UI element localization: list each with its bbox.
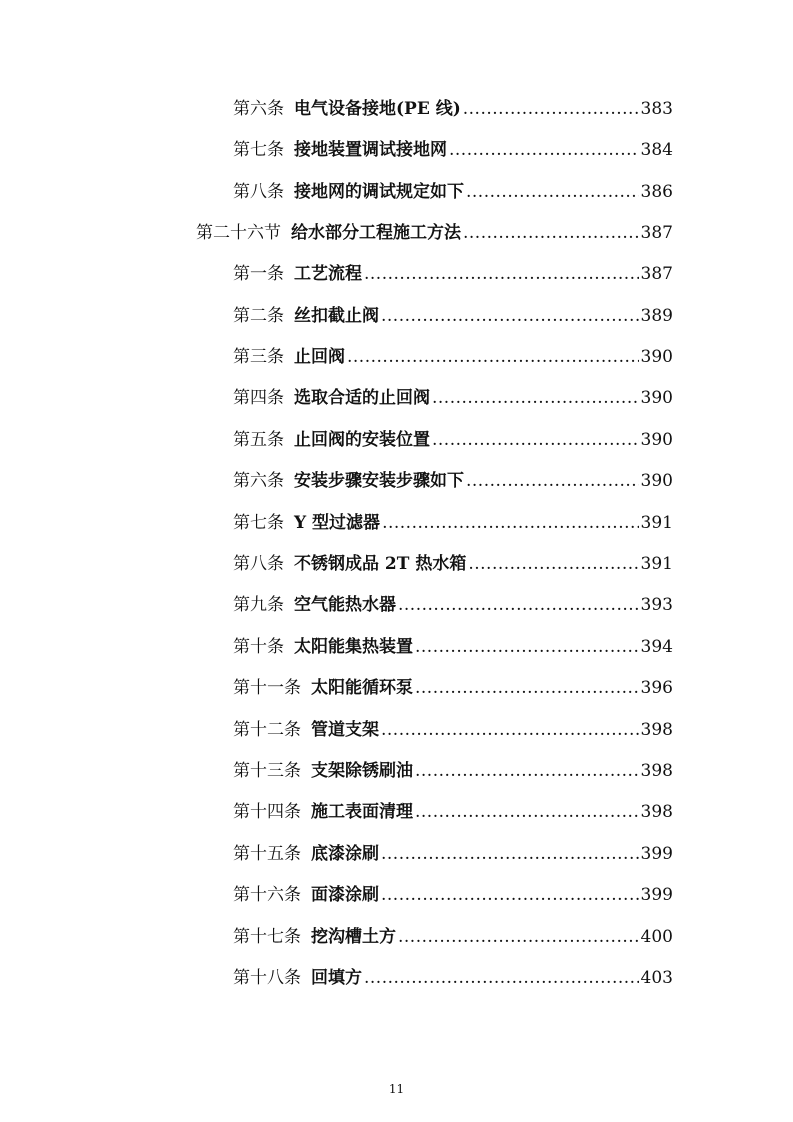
- toc-entry-title: 太阳能循环泵: [311, 678, 413, 698]
- toc-entry-title: 面漆涂刷: [311, 885, 379, 905]
- toc-section-entry[interactable]: [196, 221, 673, 245]
- toc-entry[interactable]: [233, 345, 673, 369]
- toc-entry[interactable]: [233, 593, 673, 617]
- toc-entry-number: 第二十六节: [196, 223, 281, 243]
- toc-entry-number: 第五条: [233, 430, 284, 450]
- toc-entry-page: 383: [640, 99, 673, 119]
- toc-entry-title: 工艺流程: [294, 264, 362, 284]
- toc-entry-page: 384: [640, 140, 673, 160]
- toc-entry-title: 电气设备接地(PE 线): [294, 99, 461, 119]
- dot-leader: [415, 635, 639, 659]
- toc-entry-number: 第十条: [233, 637, 284, 657]
- toc-entry[interactable]: [233, 718, 673, 742]
- toc-entry-page: 387: [640, 223, 673, 243]
- toc-entry[interactable]: [233, 966, 673, 990]
- toc-entry-title: 安装步骤安装步骤如下: [294, 471, 464, 491]
- dot-leader: [381, 718, 639, 742]
- dot-leader: [432, 386, 639, 410]
- dot-leader: [463, 221, 639, 245]
- dot-leader: [432, 428, 639, 452]
- toc-entry[interactable]: [233, 842, 673, 866]
- toc-entry-number: 第十八条: [233, 968, 301, 988]
- dot-leader: [398, 593, 639, 617]
- toc-entry[interactable]: [233, 97, 673, 121]
- toc-entry-title: 丝扣截止阀: [294, 306, 379, 326]
- toc-entry-number: 第六条: [233, 471, 284, 491]
- toc-entry-number: 第十四条: [233, 802, 301, 822]
- toc-entry[interactable]: [233, 883, 673, 907]
- dot-leader: [415, 676, 639, 700]
- toc-entry-title: 不锈钢成品 2T 热水箱: [294, 554, 467, 574]
- toc-entry[interactable]: [233, 304, 673, 328]
- dot-leader: [466, 180, 639, 204]
- toc-entry-page: 390: [640, 430, 673, 450]
- dot-leader: [463, 97, 639, 121]
- toc-entry-number: 第八条: [233, 182, 284, 202]
- toc-entry-title: 止回阀的安装位置: [294, 430, 430, 450]
- toc-entry-page: 394: [640, 637, 673, 657]
- toc-entry[interactable]: [233, 759, 673, 783]
- toc-entry-page: 398: [640, 720, 673, 740]
- toc-entry-title: 挖沟槽土方: [311, 927, 396, 947]
- dot-leader: [364, 966, 639, 990]
- toc-entry-page: 399: [640, 885, 673, 905]
- toc-entry-page: 396: [640, 678, 673, 698]
- toc-entry-title: 太阳能集热装置: [294, 637, 413, 657]
- toc-entry-number: 第二条: [233, 306, 284, 326]
- toc-entry-page: 391: [640, 554, 673, 574]
- toc-entry-title: 接地装置调试接地网: [294, 140, 447, 160]
- dot-leader: [382, 511, 638, 535]
- toc-entry-page: 390: [640, 388, 673, 408]
- toc-entry-title: 回填方: [311, 968, 362, 988]
- toc-entry-page: 398: [640, 761, 673, 781]
- toc-entry-title: 空气能热水器: [294, 595, 396, 615]
- toc-entry-page: 389: [640, 306, 673, 326]
- dot-leader: [381, 304, 639, 328]
- toc-entry-page: 403: [640, 968, 673, 988]
- toc-entry-number: 第三条: [233, 347, 284, 367]
- dot-leader: [466, 469, 639, 493]
- toc-entry[interactable]: [233, 511, 673, 535]
- toc-entry-number: 第十一条: [233, 678, 301, 698]
- dot-leader: [398, 925, 639, 949]
- toc-entry-page: 386: [640, 182, 673, 202]
- toc-entry-page: 393: [640, 595, 673, 615]
- dot-leader: [347, 345, 639, 369]
- toc-entry-number: 第七条: [233, 513, 284, 533]
- toc-entry-number: 第十三条: [233, 761, 301, 781]
- toc-entry-page: 387: [640, 264, 673, 284]
- toc-entry[interactable]: [233, 676, 673, 700]
- toc-entry[interactable]: [233, 469, 673, 493]
- toc-entry-title: Y 型过滤器: [294, 513, 381, 533]
- dot-leader: [449, 138, 639, 162]
- toc-entry-page: 390: [640, 471, 673, 491]
- dot-leader: [415, 759, 639, 783]
- dot-leader: [381, 883, 639, 907]
- toc-entry[interactable]: [233, 552, 673, 576]
- toc-entry-number: 第十五条: [233, 844, 301, 864]
- toc-entry[interactable]: [233, 925, 673, 949]
- toc-entry-number: 第十二条: [233, 720, 301, 740]
- toc-entry[interactable]: [233, 386, 673, 410]
- toc-entry[interactable]: [233, 800, 673, 824]
- toc-entry[interactable]: [233, 635, 673, 659]
- toc-entry-page: 399: [640, 844, 673, 864]
- toc-entry-number: 第十七条: [233, 927, 301, 947]
- dot-leader: [381, 842, 639, 866]
- toc-entry-page: 398: [640, 802, 673, 822]
- toc-entry-title: 选取合适的止回阀: [294, 388, 430, 408]
- toc-entry-number: 第六条: [233, 99, 284, 119]
- toc-entry-title: 支架除锈刷油: [311, 761, 413, 781]
- toc-entry-title: 管道支架: [311, 720, 379, 740]
- toc-entry-title: 底漆涂刷: [311, 844, 379, 864]
- page-number: 11: [388, 1082, 405, 1096]
- toc-entry-number: 第一条: [233, 264, 284, 284]
- toc-entry[interactable]: [233, 262, 673, 286]
- toc-entry-number: 第九条: [233, 595, 284, 615]
- toc-entry-page: 391: [640, 513, 673, 533]
- dot-leader: [415, 800, 639, 824]
- toc-entry-title: 施工表面清理: [311, 802, 413, 822]
- toc-entry[interactable]: [233, 428, 673, 452]
- toc-entry[interactable]: [233, 180, 673, 204]
- toc-entry-page: 390: [640, 347, 673, 367]
- toc-entry-number: 第八条: [233, 554, 284, 574]
- dot-leader: [364, 262, 639, 286]
- dot-leader: [468, 552, 638, 576]
- toc-entry[interactable]: [233, 138, 673, 162]
- toc-entry-number: 第十六条: [233, 885, 301, 905]
- toc-entry-number: 第七条: [233, 140, 284, 160]
- toc-entry-title: 给水部分工程施工方法: [291, 223, 461, 243]
- toc-entry-title: 止回阀: [294, 347, 345, 367]
- toc-entry-page: 400: [640, 927, 673, 947]
- toc-entry-title: 接地网的调试规定如下: [294, 182, 464, 202]
- toc-entry-number: 第四条: [233, 388, 284, 408]
